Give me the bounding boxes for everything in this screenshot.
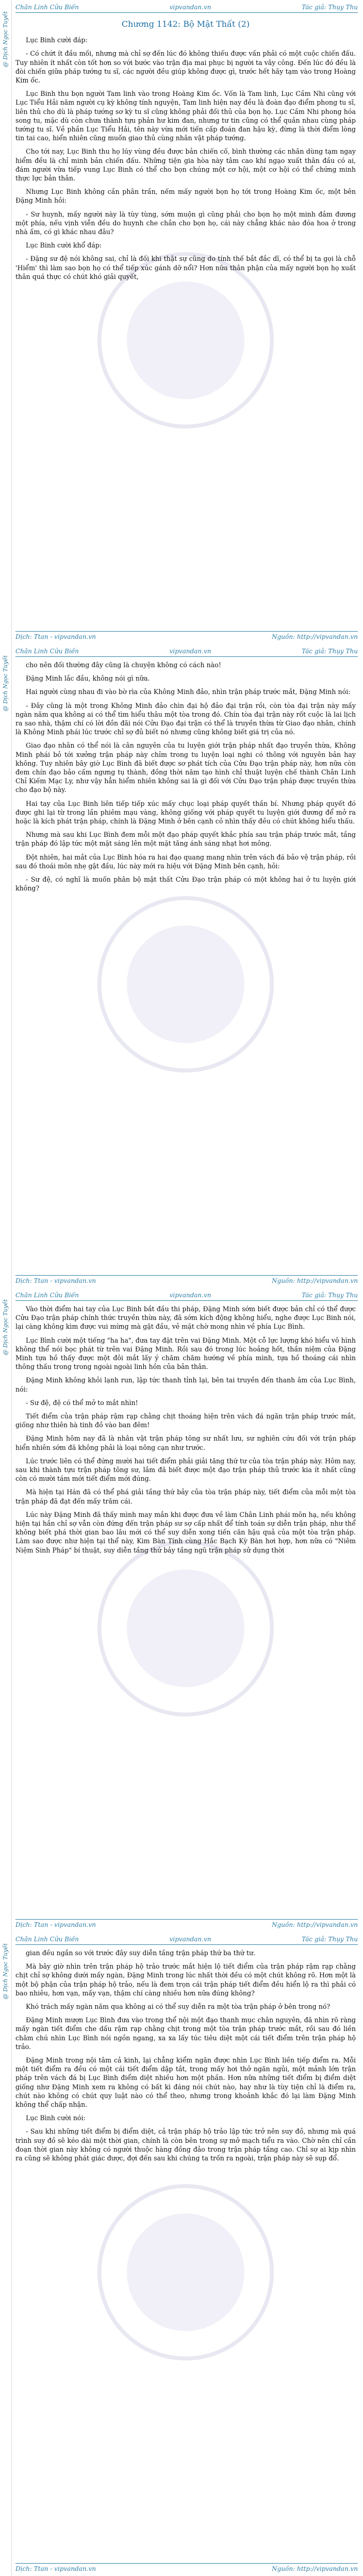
paragraph: - Đặng sư đệ nói không sai, chỉ là đối khi thật sự cũng do tính thế bắt đắc dĩ, có thể bị ta gọi là chỗ 'Hiểm' thì làm sao bọn họ có thể tiếp xúc gánh dỡ nổi? Hơn nữa thân phận của mấy người bọn họ xuất thân quá thực có chút khó giải quyết, xyxy=(15,255,356,280)
footer-translator: Dịch: Ttan - vipvandan.vn xyxy=(15,633,96,640)
header-author: Tác giả: Thụy Thu xyxy=(302,4,358,11)
paragraph: Nhưng mà sau khi Lục Bình đem mỗi một đạo pháp quyết khắc phía sau trận pháp trước mắt, tầng trận pháp đó lập tức một mặt sáng lên một mặt tăng ánh sáng nhạt hơi mông. xyxy=(15,831,356,848)
document-page-2 xyxy=(0,644,363,1288)
paragraph: Đặng Minh trong nội tâm cả kinh, lại chẳng kiểm ngăn được nhìn Lục Bình liền tiếp điểm ra. Mỗi một tiết điểm ra đều có một cái tiết điểm dập tắt, trong mấy hơi thở ngăn ngủi, một mảnh lớn trận pháp trên vách đá bị Lục Bình điểm diệt nhiều hơn một phần. Hơn nữa những tiết điểm bị điểm diệt giống như Đặng Minh xem ra không có bất kì đáng nói chút nào, hay như là tùy tiện chỉ là điểm ra, chút nào không có chút quy luật nào có thể theo, nhưng trong khoảnh khắc đó lại làm Đặng Minh không thể chấp nhận. xyxy=(15,2056,356,2109)
header-book-title: Chân Linh Cửu Biến xyxy=(15,4,79,11)
paragraph: Lúc trước liên có thể đứng mười hai tiết điểm phải giải tăng thứ tư của tòa trận pháp này. Hôm nay, sau khi thành tựu trận pháp tông sư, lắm đã biết được một đạo trận pháp thủ trước kia ít nhất cũng còn có mười tám mới tiết điểm mới đúng. xyxy=(15,1457,356,1483)
paragraph: Đặng Minh không khỏi lạnh run, lập tức thanh tỉnh lại, bên tai truyền đến thanh âm của Lục Bình, nói: xyxy=(15,1376,356,1393)
paragraph: Hai người cùng nhau đi vào bờ rìa của Không Minh đảo, nhìn trận pháp trước mắt, Đặng Minh nói: xyxy=(26,688,351,696)
paragraph: - Có chứt ít đầu mối, nhưng mà chỉ sợ đến lúc đó không thiếu được vấn phải có một cuộc chiến đấu. Tuy nhiên ít nhất còn tốt hơn so với bước vào trận địa mai phục bị người ta vây công. Đến lúc đó đều là đòi chiến giữa pháp tướng tu sĩ, các người đều giúp không được gì, trước hết hãy tạm vào trong Hoàng Kim ốc. xyxy=(15,49,356,85)
page-header xyxy=(15,1290,358,1301)
side-credit: @ Dịch Ngọc Tuyết xyxy=(2,655,9,712)
paragraph: Đặng Minh lắc đầu, không nói gì nữa. xyxy=(26,674,150,683)
side-margin xyxy=(0,1288,12,1932)
paragraph: Lục Binh thu bọn người Tam linh vào trong Hoàng Kim ốc. Vốn là Tam linh, Lục Cầm Nhi cũng với Lục Tiểu Hải năm người cụ kỳ không tính nguyện, Tam linh hiện nay đều là đoàn đạo điểm phong tu sĩ, liên thủ cho dù là pháp tướng sơ kỳ tu sĩ cũng không phải đối thủ của bọn họ. Lục Cầm Nhi phong hóa song tu, mặc dù còn chưa thành tựu phản hư kim đan, nhưng tư tin cũng có thể quản nhau cùng pháp tướng tu sĩ. Về phần Lục Tiểu Hải, tên này vừa mới tiến cấp đoán đan hậu kỳ, đừng là thời điểm lòng tin tai cao, hiển nhiên cũng muốn giao thủ cùng nhân vật pháp tướng. xyxy=(15,90,356,142)
paragraph: Nhưng Lục Binh không cần phân trần, nếm mấy người bọn họ tới trong Hoàng Kim ốc, một bên Đặng Minh hỏi: xyxy=(15,188,356,205)
paragraph: gian đều ngắn so với trước đây suy diễn tầng trận pháp thứ ba thứ tư. xyxy=(26,1949,256,1957)
document-page-1 xyxy=(0,0,363,644)
paragraph: Hai tay của Lục Binh liên tiếp tiếp xúc mấy chục loại pháp quyết thần bí. Nhưng pháp quyết đó được ghi lại từ trong lần phiêm mạu vàng, không giống với pháp quyết tu luyện giới đương để mở ra hoặc là kích phát trận pháp, chính là Đặng Minh ở bên cạnh cỏ nhìn thấy đều có chút không hiểu thấu. xyxy=(15,799,356,825)
header-site: vipvandan.vn xyxy=(169,1292,211,1299)
paragraph: Mà bây giờ nhìn trên trận pháp hộ trảo trước mắt hiện lộ tiết điểm của trận pháp rậm rạp chằng chịt chỉ sợ không dưới mấy ngàn, Đặng Minh trong lúc nhất thời đều có một chút không rõ. Hơn một là một bộ phận của trận pháp hộ trảo, nếu là đem trọn cái trận pháp tiết điểm đều hiển lộ ra thì phải có bao nhiêu, hơn vạn, mấy vạn, thậm chí càng nhiều hơn nữa đúng không? xyxy=(15,1962,356,1997)
page-footer xyxy=(15,631,358,642)
chapter-title: Chương 1142: Bộ Mật Thất (2) xyxy=(121,19,250,29)
paragraph: Lục Binh cười khổ đáp: xyxy=(26,241,102,250)
header-book-title: Chân Linh Cửu Biến xyxy=(15,648,79,655)
side-margin xyxy=(0,0,12,644)
paragraph: Khó trách mấy ngàn năm qua không ai có thể suy diễn ra một tòa trận pháp ở bên trong nó? xyxy=(26,2003,331,2011)
page-content xyxy=(15,16,356,628)
paragraph: - Sư huynh, mấy người này là tùy tùng, sớm muộn gì cũng phải cho bọn họ một minh đảm đương một phía, nếu vịnh viễn đều do huynh che chắn cho bọn họ, cái này chẳng khác nào đóa hoa ở trong nhà ấm, có gì khác nhau đâu? xyxy=(15,210,356,236)
footer-source: Nguồn: http://vipvandan.vn xyxy=(272,1277,358,1284)
header-site: vipvandan.vn xyxy=(169,4,211,11)
page-content xyxy=(15,1304,356,1916)
page-footer xyxy=(15,1275,358,1286)
header-book-title: Chân Linh Cửu Biến xyxy=(15,1936,79,1943)
paragraph: - Sư đệ, có nghĩ là muốn phân bộ mật thất Cửu Đạo trận pháp có một không hai ở tu luyện giới không? xyxy=(15,876,356,893)
paragraph: - Sau khi những tiết điểm bị điểm diệt, cả trận pháp hộ trảo lập tức trở nên suy đồ, nhưng mà quá trình suy đồ sẽ kéo dài một thời gian, chính là còn bên trong sự mở mạch tiểu ra vào. Chờ nên chỉ cần đoạn thời gian này không có người thuộc hàng đồng đảo trong trận pháp tầng cao. Chỉ sợ ai kịp nhìn ra cũng sẽ không phát giác được, đợi đến sau khi chúng ta trốn ra ngoài, trận pháp này sẽ sụp đổ. xyxy=(15,2127,356,2162)
side-margin xyxy=(0,1932,12,2576)
paragraph: Lục Binh cười đáp: xyxy=(26,36,88,44)
paragraph: Tiết điểm của trận pháp rậm rạp chằng chịt thoáng hiện trên vách đá ngăn trận pháp trước mắt, giống như thiên hà tinh đồ vào ban đêm! xyxy=(15,1412,356,1429)
document-page-4 xyxy=(0,1932,363,2576)
footer-translator: Dịch: Ttan - vipvandan.vn xyxy=(15,2565,96,2572)
paragraph: Đột nhiên, hai mắt của Lục Bình hóa ra hai đạo quang mang nhìn trên vách đá bảo vệ trận pháp, rồi sau đó thoái môn nhẹ gật đầu, lúc này mới ra hiệu với Đặng Minh bên cạnh, hỏi: xyxy=(15,853,356,870)
footer-source: Nguồn: http://vipvandan.vn xyxy=(272,633,358,640)
paragraph: Đặng Minh hôm nay đã là nhân vật trận pháp tông sư nhất lưu, sư nghiên cứu đối với trận pháp hiển nhiên sớm đã không phải là loại nông cạn như trước. xyxy=(15,1434,356,1451)
header-author: Tác giả: Thụy Thu xyxy=(302,1936,358,1943)
header-author: Tác giả: Thụy Thu xyxy=(302,648,358,655)
footer-source: Nguồn: http://vipvandan.vn xyxy=(272,1921,358,1928)
paragraph: Đặng Minh mượn Lục Bình đưa vào trong thể nội một đạo thanh mục chân nguyên, đã nhìn rõ ràng mấy ngàn tiết điểm che dấu rậm rạp chằng chịt trong một tòa trận pháp trước mắt, rồi sau đó liền chăm chú nhìn Lục Bình nói ngồn ngang, xa xa lấy túc tiêu diệt một cái tiết điểm trên trận pháp hộ trảo. xyxy=(15,2016,356,2051)
page-header xyxy=(15,646,358,657)
paragraph: - Sư đệ, đệ có thể mở to mắt nhìn! xyxy=(26,1398,138,1407)
side-credit: @ Dịch Ngọc Tuyết xyxy=(2,11,9,68)
paragraph: - Đây cũng là một trong Không Minh đảo chìn đại hộ đảo đại trận rồi, còn tòa đại trận này mấy ngàn năm qua không ai có thể tìm hiểu thâu một tòa trong đó. Chín tòa đại trận này rốt cuộc là lai lịch ra sao nhà, thậm chí có lời đồn đãi nói Cửu Đạo đại trận có thể là truyền thừa từ Giao đạo nhân, chính là Không Minh phái lúc trước chỉ sợ đủ biết nó nhưng cũng không biết giá trị của nó. xyxy=(15,701,356,736)
paragraph: Mà hiện tại Hán đã có thể phá giải tầng thứ bảy của tòa trận pháp này, tiết điểm của mỗi một tòa trận pháp đã đạt đến mấy trăm cái. xyxy=(15,1488,356,1505)
paragraph: Cho tới nay, Lục Binh thu họ lúy vùng đều được bản chiến cố, bình thường các nhân dùng tạm ngay hiểm đều là chỉ minh bản chiến đấu. Những tiện gia hòa này tâm cao khí ngạo xuất thân đầu có ai, đám người vừa tiếp vung Lục Binh có thể cho bọn chúng một cơ hội, một cơ hội có thể chứng minh thực lực bản thân. xyxy=(15,147,356,183)
page-footer xyxy=(15,1919,358,1930)
header-site: vipvandan.vn xyxy=(169,648,211,655)
header-book-title: Chân Linh Cửu Biến xyxy=(15,1292,79,1299)
paragraph: Vào thời điểm hai tay của Lục Binh bắt đầu thi pháp, Đặng Minh sớm biết được bản chỉ có thể được Cửu Đạo trận pháp chính thức truyền thừa này, đã sớm kích động không hiểu, nghe được Lục Binh nói, lại càng không kìm được vui mừng mà gật đầu, vẻ mặt chờ mong nhìn về phía Lục Bình. xyxy=(15,1305,356,1331)
page-header xyxy=(15,1934,358,1945)
paragraph: Lúc này Đặng Minh đã thấy mình may mắn khi được đưa về làm Chân Linh phái môn hạ, nếu không hiện tại hắn chỉ sợ vẫn còn đứng đến trận pháp sư sợ cấp nhất để tính toán sự diễn trận pháp, như thể không biết phá thời gian bao lâu mới có thể suy diễn xong tiến căn hậu quả của một tòa trận pháp. Làm sao được như hiện tại thể này, Kim Bàn Tính cùng Hắc Bạch Kỳ Bàn hơi hợp, hơn nữa có "Niêm Niệm Sinh Pháp" bí thuật, suy diễn tầng thứ bảy tầng ngũ trận pháp sử dụng thời xyxy=(15,1510,356,1554)
header-author: Tác giả: Thụy Thu xyxy=(302,1292,358,1299)
side-credit: @ Dịch Ngọc Tuyết xyxy=(2,1943,9,2000)
footer-translator: Dịch: Ttan - vipvandan.vn xyxy=(15,1921,96,1928)
footer-source: Nguồn: http://vipvandan.vn xyxy=(272,2565,358,2572)
page-header xyxy=(15,2,358,13)
page-content xyxy=(15,1948,356,2560)
paragraph: Lục Bình cười nói: xyxy=(26,2114,86,2122)
document-page-3 xyxy=(0,1288,363,1932)
page-footer xyxy=(15,2563,358,2574)
paragraph: Lục Bình cười một tiếng "ha ha", đưa tay đặt trên vai Đặng Minh. Một cỗ lực lượng khó hiểu vô hình không thể nói bọc phát từ trên vai Đặng Minh. Rồi sau đó trong lúc hoảng hốt, thần niệm của Đặng Minh tựa hồ thấy được một đôi mắt lấy ý chăm chăm hướng về phía mình, tựa hồ thoáng cái nhìn thông thấu trong trong ngoài ngoài linh hồn của bản thân. xyxy=(15,1336,356,1371)
footer-translator: Dịch: Ttan - vipvandan.vn xyxy=(15,1277,96,1284)
paragraph: Giao đạo nhân có thể nói là cân nguyên của tu luyện giới trận pháp nhất đạo truyền thừa, Không Minh phái bỏ tới xưởng trận pháp này chỉm trong tu luyện loại nghi có thông với nguyên bản hay không. Tuy nhiên bây giờ Lục Bình đã biết được sơ phát tích của Cửu Đạo trận pháp này, hơn nữa còn đem chín đạo bảo cấm ngưng tụ thành, đồng thời năm tạo hình chỉ thuật luyện chế thành Chân Linh Chỉ Kiếm Mạc Ly, như vậy hẳn hiểm nhiên không sai là gì đối với Cửu Đạo trận pháp được truyền thừa cho đạo bộ này. xyxy=(15,741,356,794)
side-margin xyxy=(0,644,12,1288)
header-site: vipvandan.vn xyxy=(169,1936,211,1943)
page-content xyxy=(15,660,356,1272)
side-credit: @ Dịch Ngọc Tuyết xyxy=(2,1299,9,1356)
paragraph: cho nên đối thường đây cũng là chuyện không có cách nào! xyxy=(26,661,221,669)
